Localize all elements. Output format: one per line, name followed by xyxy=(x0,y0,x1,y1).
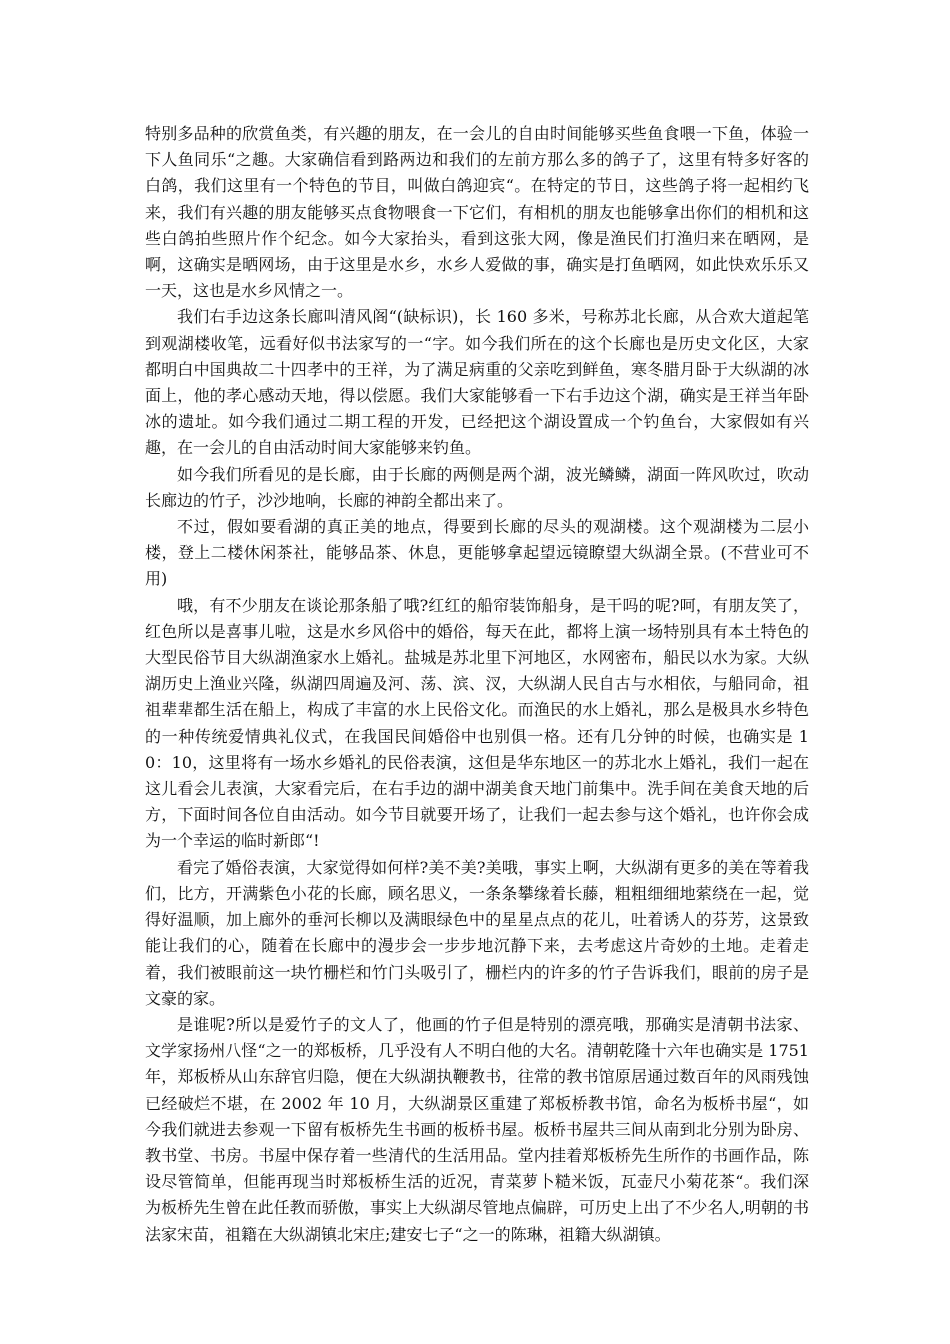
paragraph-2: 我们右手边这条长廊叫清风阁“(缺标识)，长 160 多米，号称苏北长廊，从合欢大道起笔到观湖楼收笔，远看好似书法家写的一“字。如今我们所在的这个长廊也是历史文化区，大家都明白中国典故二十四孝中的王祥，为了满足病重的父亲吃到鲜鱼，寒冬腊月卧于大纵湖的冰面上，他的孝心感动天地，得以偿愿。我们大家能够看一下右手边这个湖，确实是王祥当年卧冰的遗址。如今我们通过二期工程的开发，已经把这个湖设置成一个钓鱼台，大家假如有兴趣，在一会儿的自由活动时间大家能够来钓鱼。 xyxy=(145,307,809,458)
document-page xyxy=(145,121,809,1248)
paragraph-5: 哦，有不少朋友在谈论那条船了哦?红红的船帘装饰船身，是干吗的呢?呵，有朋友笑了，红色所以是喜事儿啦，这是水乡风俗中的婚俗，每天在此，都将上演一场特别具有本土特色的大型民俗节目大纵湖渔家水上婚礼。盐城是苏北里下河地区，水网密布，船民以水为家。大纵湖历史上渔业兴隆，纵湖四周遍及河、荡、滨、汊，大纵湖人民自古与水相依，与船同命，祖祖辈辈都生活在船上，构成了丰富的水上民俗文化。而渔民的水上婚礼，那么是极具水乡特色的一种传统爱情典礼仪式，在我国民间婚俗中也别俱一格。还有几分钟的时候，也确实是 10：10，这里将有一场水乡婚礼的民俗表演，这但是华东地区一的苏北水上婚礼，我们一起在这儿看会儿表演，大家看完后，在右手边的湖中湖美食天地门前集中。洗手间在美食天地的后方，下面时间各位自由活动。如今节目就要开场了，让我们一起去参与这个婚礼，也许你会成为一个幸运的临时新郎“! xyxy=(145,595,809,851)
paragraph-4: 不过，假如要看湖的真正美的地点，得要到长廊的尽头的观湖楼。这个观湖楼为二层小楼，登上二楼休闲茶社，能够品茶、休息，更能够拿起望远镜瞭望大纵湖全景。(不营业可不用) xyxy=(145,517,809,589)
paragraph-6: 看完了婚俗表演，大家觉得如何样?美不美?美哦，事实上啊，大纵湖有更多的美在等着我们，比方，开满紫色小花的长廊，顾名思义，一条条攀缘着长藤，粗粗细细地萦绕在一起，觉得好温顺，加上廊外的垂河长柳以及满眼绿色中的星星点点的花儿，吐着诱人的芬芳，这景致能让我们的心，随着在长廊中的漫步会一步步地沉静下来，去考虑这片奇妙的土地。走着走着，我们被眼前这一块竹栅栏和竹门头吸引了，栅栏内的许多的竹子告诉我们，眼前的房子是文豪的家。 xyxy=(145,857,809,1008)
paragraph-1: 特别多品种的欣赏鱼类，有兴趣的朋友，在一会儿的自由时间能够买些鱼食喂一下鱼，体验一下人鱼同乐“之趣。大家确信看到路两边和我们的左前方那么多的鸽子了，这里有特多好客的白鸽，我们这里有一个特色的节目，叫做白鸽迎宾“。在特定的节日，这些鸽子将一起相约飞来，我们有兴趣的朋友能够买点食物喂食一下它们，有相机的朋友也能够拿出你们的相机和这些白鸽拍些照片作个纪念。如今大家抬头，看到这张大网，像是渔民们打渔归来在晒网，是啊，这确实是晒网场，由于这里是水乡，水乡人爱做的事，确实是打鱼晒网，如此快欢乐乐又一天，这也是水乡风情之一。 xyxy=(145,124,809,301)
paragraph-7: 是谁呢?所以是爱竹子的文人了，他画的竹子但是特别的漂亮哦，那确实是清朝书法家、文学家扬州八怪“之一的郑板桥，几乎没有人不明白他的大名。清朝乾隆十六年也确实是 1751 年，郑板桥从山东辞官归隐，便在大纵湖执鞭教书，往常的教书馆原居通过数百年的风雨残蚀已经破烂不堪，在 2002 年 10 月，大纵湖景区重建了郑板桥教书馆，命名为板桥书屋“，如今我们就进去参观一下留有板桥先生书画的板桥书屋。板桥书屋共三间从南到北分别为卧房、教书堂、书房。书屋中保存着一些清代的生活用品。堂内挂着郑板桥先生所作的书画作品，陈设尽管简单，但能再现当时郑板桥生活的近况，青菜萝卜糙米饭，瓦壶尺小菊花茶“。我们深为板桥先生曾在此任教而骄傲，事实上大纵湖尽管地点偏辟，可历史上出了不少名人,明朝的书法家宋苗，祖籍在大纵湖镇北宋庄;建安七子“之一的陈琳，祖籍大纵湖镇。 xyxy=(145,1014,809,1244)
paragraph-3: 如今我们所看见的是长廊，由于长廊的两侧是两个湖，波光鳞鳞，湖面一阵风吹过，吹动长廊边的竹子，沙沙地响，长廊的神韵全都出来了。 xyxy=(145,464,809,510)
